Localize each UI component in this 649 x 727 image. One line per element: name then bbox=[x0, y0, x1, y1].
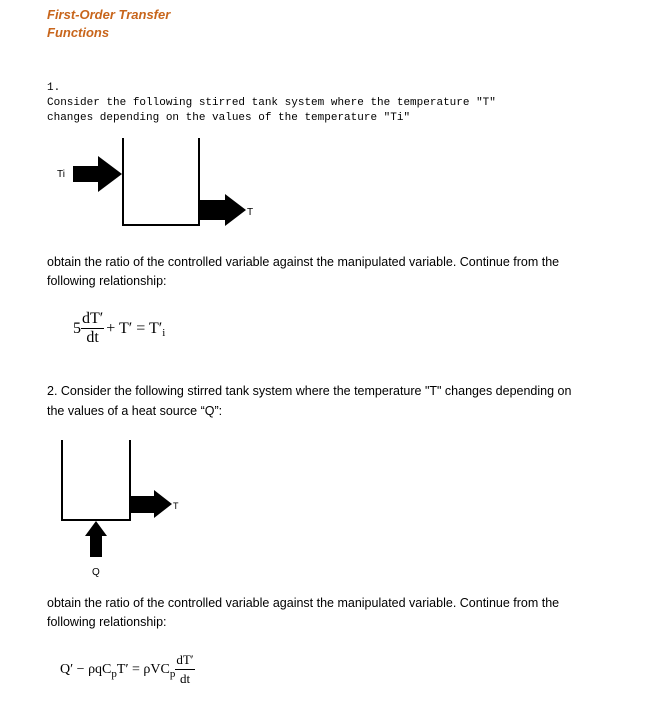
equation-1-denominator: dt bbox=[86, 329, 99, 346]
document-title bbox=[47, 6, 170, 42]
problem-1-instruction-line-2: following relationship: bbox=[47, 274, 167, 288]
problem-1-instruction-line-1: obtain the ratio of the controlled variable against the manipulated variable. Continue from the bbox=[47, 255, 560, 269]
equation-2-denominator: dt bbox=[179, 671, 191, 686]
outlet-arrow-icon bbox=[199, 194, 246, 226]
equation-1-subscript: i bbox=[162, 326, 166, 339]
problem-2-instruction-line-2: following relationship: bbox=[47, 615, 167, 629]
problem-1-number: 1. bbox=[47, 82, 61, 94]
heat-arrow-icon bbox=[85, 521, 107, 557]
input-label-ti: Ti bbox=[57, 169, 65, 180]
heat-label-q: Q bbox=[92, 567, 100, 578]
problem-1-text-line-1: Consider the following stirred tank system where the temperature "T" bbox=[47, 97, 496, 109]
equation-1-numerator: dT′ bbox=[82, 310, 104, 327]
tank-diagram-1 bbox=[50, 135, 270, 235]
outlet-arrow-icon-2 bbox=[130, 490, 172, 518]
equation-2-lhs-subscript: p bbox=[111, 667, 117, 680]
equation-2-lhs2: T′ = ρVC bbox=[116, 661, 170, 677]
equation-1-fraction bbox=[81, 310, 104, 347]
tank-vessel bbox=[123, 138, 199, 225]
inlet-arrow-icon bbox=[73, 156, 122, 192]
title-line-2: Functions bbox=[47, 25, 110, 40]
problem-1-text-line-2: changes depending on the values of the temperature "Ti" bbox=[47, 112, 411, 124]
equation-1-coefficient: 5 bbox=[73, 319, 81, 337]
equation-2-fraction bbox=[175, 651, 194, 688]
equation-2 bbox=[60, 651, 195, 688]
problem-2-text-line-1: 2. Consider the following stirred tank system where the temperature "T" changes depending on bbox=[47, 384, 572, 398]
equation-1-rest: + T′ = T′ bbox=[106, 319, 163, 337]
equation-1 bbox=[73, 310, 165, 347]
output-label-t: T bbox=[247, 207, 254, 218]
output-label-t-2: T bbox=[173, 501, 179, 511]
tank-vessel-2 bbox=[62, 440, 130, 520]
title-line-1: First-Order Transfer bbox=[47, 7, 171, 22]
equation-2-numerator: dT′ bbox=[175, 651, 194, 670]
equation-2-lhs: Q′ − ρqC bbox=[60, 661, 112, 677]
problem-2-text-line-2: the values of a heat source “Q”: bbox=[47, 404, 223, 418]
tank-diagram-2 bbox=[55, 438, 195, 583]
problem-2-instruction-line-1: obtain the ratio of the controlled variable against the manipulated variable. Continue from the bbox=[47, 596, 560, 610]
equation-2-rhs-subscript: p bbox=[169, 667, 176, 680]
